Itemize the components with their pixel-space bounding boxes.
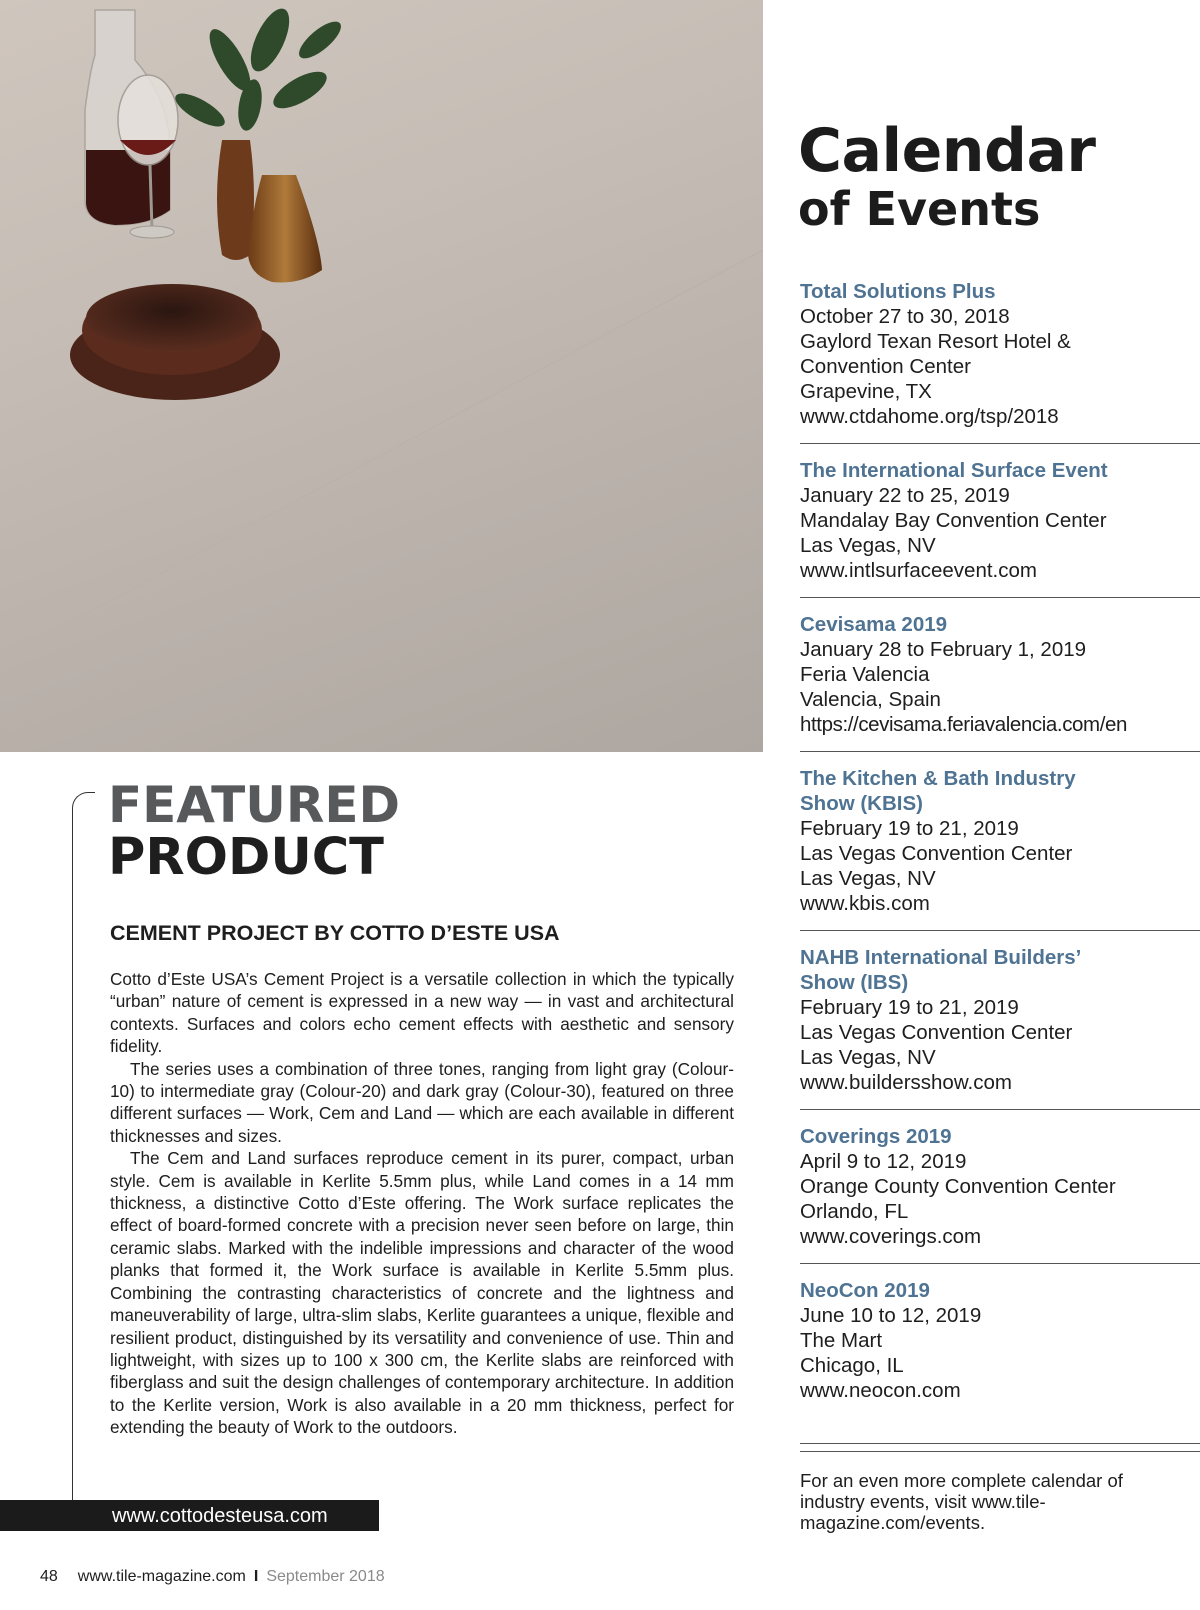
divider <box>800 1451 1200 1452</box>
event-name: NAHB International Builders’ Show (IBS) <box>800 946 1081 994</box>
event-list <box>800 279 1200 1431</box>
event-name: The International Surface Event <box>800 459 1108 482</box>
event-dates: February 19 to 21, 2019 <box>800 996 1019 1019</box>
event-location: Las Vegas, NV <box>800 867 936 890</box>
event-venue: Las Vegas Convention Center <box>800 1021 1073 1044</box>
event-venue: Convention Center <box>800 355 971 378</box>
event-dates: February 19 to 21, 2019 <box>800 817 1019 840</box>
paragraph: The series uses a combination of three tones, ranging from light gray (Colour-10) to intermediate gray (Colour-20) and dark gray (Colour-30), featured on three different surfaces — Work, Cem and Land — which are each available in different thicknesses and sizes. <box>110 1058 734 1146</box>
event-name: Total Solutions Plus <box>800 280 996 303</box>
event-location: Orlando, FL <box>800 1200 909 1223</box>
event-dates: October 27 to 30, 2018 <box>800 305 1010 328</box>
event-url[interactable]: www.ctdahome.org/tsp/2018 <box>800 405 1059 428</box>
event-url[interactable]: www.buildersshow.com <box>800 1071 1012 1094</box>
page-footer <box>40 1567 385 1587</box>
event-name: The Kitchen & Bath Industry Show (KBIS) <box>800 767 1076 815</box>
footer-separator: I <box>253 1568 259 1585</box>
event-venue: Las Vegas Convention Center <box>800 842 1073 865</box>
issue-date: September 2018 <box>266 1568 385 1585</box>
calendar-subtitle: of Events <box>798 182 1041 236</box>
event-dates: January 28 to February 1, 2019 <box>800 638 1087 661</box>
event-url[interactable]: www.kbis.com <box>800 892 930 915</box>
event-url[interactable]: www.intlsurfaceevent.com <box>800 559 1037 582</box>
divider <box>800 1443 1200 1444</box>
event-dates: June 10 to 12, 2019 <box>800 1304 982 1327</box>
event-name: NeoCon 2019 <box>800 1279 930 1302</box>
event-name: Cevisama 2019 <box>800 613 948 636</box>
product-description <box>110 968 734 1439</box>
event-venue: Feria Valencia <box>800 663 930 686</box>
event-venue: Gaylord Texan Resort Hotel & <box>800 330 1071 353</box>
event-item <box>800 458 1200 598</box>
event-location: Las Vegas, NV <box>800 534 936 557</box>
website-banner <box>0 1500 379 1531</box>
event-name: Coverings 2019 <box>800 1125 952 1148</box>
event-item <box>800 1278 1200 1417</box>
calendar-title: Calendar <box>798 116 1096 186</box>
event-location: Valencia, Spain <box>800 688 941 711</box>
event-location: Chicago, IL <box>800 1354 904 1377</box>
event-venue: Mandalay Bay Convention Center <box>800 509 1107 532</box>
event-dates: April 9 to 12, 2019 <box>800 1150 967 1173</box>
event-item <box>800 279 1200 444</box>
website-link[interactable]: www.cottodesteusa.com <box>112 1505 328 1527</box>
product-photo <box>0 0 763 752</box>
event-venue: The Mart <box>800 1329 883 1352</box>
calendar-footer-note: For an even more complete calendar of industry events, visit www.tile-magazine.com/events. <box>800 1470 1123 1533</box>
featured-subheading: PRODUCT <box>108 828 384 887</box>
event-location: Grapevine, TX <box>800 380 932 403</box>
event-location: Las Vegas, NV <box>800 1046 936 1069</box>
product-name: CEMENT PROJECT BY COTTO D’ESTE USA <box>110 921 560 945</box>
event-url[interactable]: https://cevisama.feriavalencia.com/en <box>800 713 1128 736</box>
paragraph: Cotto d’Este USA’s Cement Project is a versatile collection in which the typically “urban” nature of cement is expressed in a new way — in vast and architectural contexts. Surfaces and colors echo cement effects with aesthetic and sensory fidelity. <box>110 969 734 1057</box>
paragraph: The Cem and Land surfaces reproduce cement in its purer, compact, urban style. Cem is available in Kerlite 5.5mm plus, while Land comes in a 14 mm thickness, a distinctive Cotto d’Este offering. The Work surface replicates the effect of board-formed concrete with a precision never seen before on large, thin ceramic slabs. Marked with the indelible impressions and character of the wood planks that formed it, the Work surface is available in Kerlite 5.5mm plus. Combining the contrasting characteristics of concrete and the lightness and maneuverability of large, ultra-slim slabs, Kerlite guarantees a unique, flexible and resilient product, distinguished by its versatility and convenience of use. Thin and lightweight, with sizes up to 100 x 300 cm, the Kerlite slabs are reinforced with fiberglass and suit the design challenges of contemporary architecture. In addition to the Kerlite version, Work is also available in a 20 mm thickness, perfect for extending the beauty of Work to the outdoors. <box>110 1148 734 1438</box>
event-item <box>800 945 1200 1110</box>
event-item <box>800 612 1200 752</box>
event-item <box>800 1124 1200 1264</box>
section-bracket <box>72 792 95 1501</box>
event-url[interactable]: www.neocon.com <box>800 1379 961 1402</box>
featured-heading: FEATURED <box>108 776 400 834</box>
event-url[interactable]: www.coverings.com <box>800 1225 982 1248</box>
tabletop-illustration <box>0 0 763 752</box>
event-item <box>800 766 1200 931</box>
event-venue: Orange County Convention Center <box>800 1175 1116 1198</box>
event-dates: January 22 to 25, 2019 <box>800 484 1010 507</box>
page-number: 48 <box>40 1568 58 1585</box>
site-link[interactable]: www.tile-magazine.com <box>77 1568 246 1585</box>
